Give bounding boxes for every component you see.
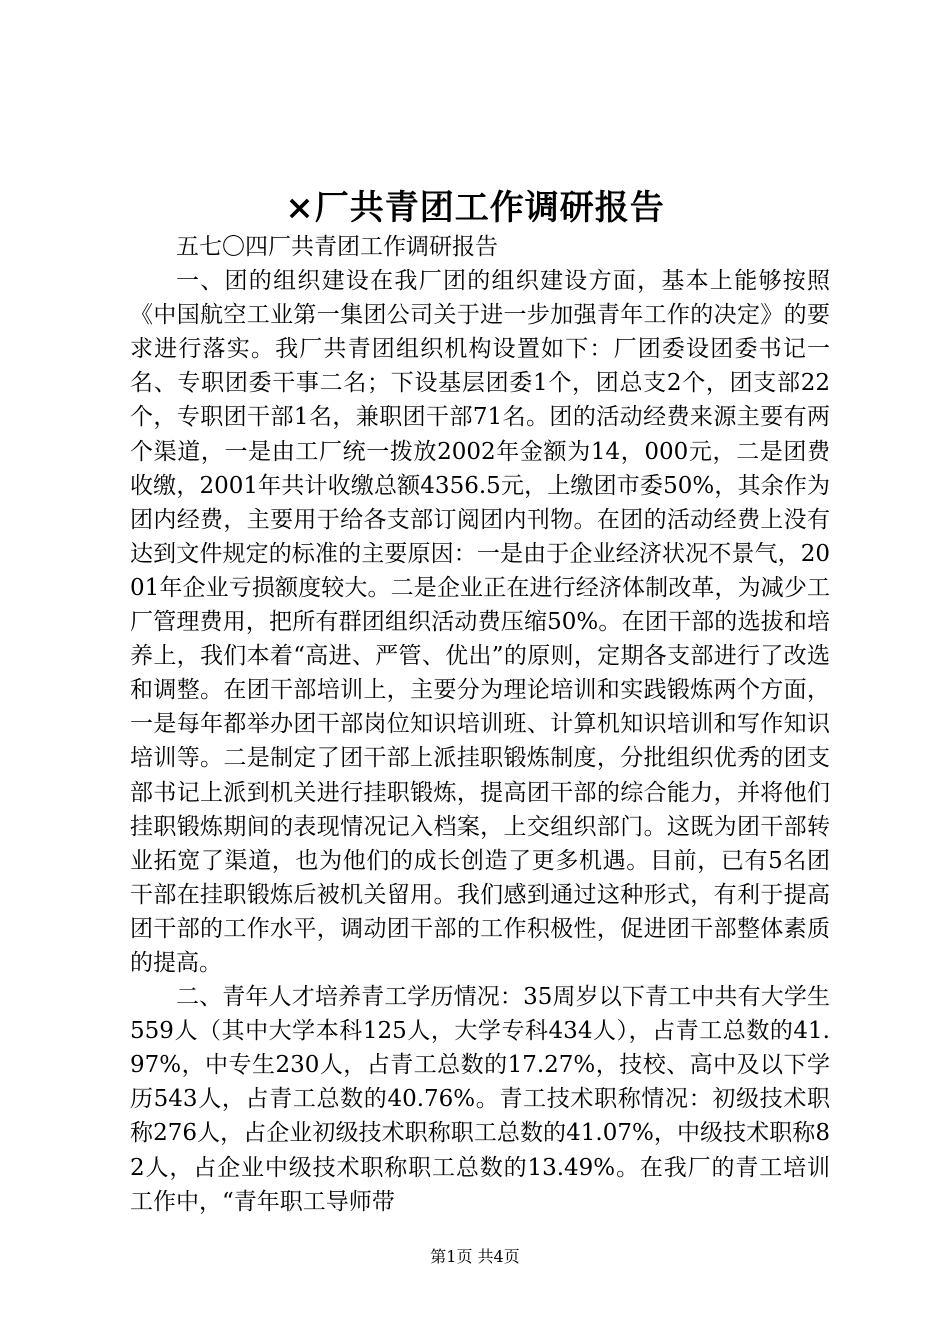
document-subtitle: 五七〇四厂共青团工作调研报告 (176, 234, 498, 260)
document-title: ×厂共青团工作调研报告 (285, 188, 665, 228)
page-number-footer: 第1页 共4页 (430, 1247, 520, 1266)
paragraph-organization: 一、团的组织建设在我厂团的组织建设方面，基本上能够按照《中国航空工业第一集团公司关于进一步加强青年工作的决定》的要求进行落实。我厂共青团组织机构设置如下：厂团委设团委书记一名、专职团委干事二名；下设基层团委1个，团总支2个，团支部22个，专职团干部1名，兼职团干部71名。团的活动经费来源主要有两个渠道，一是由工厂统一拨放2002年金额为14，000元，二是团费收缴，2001年共计收缴总额4356.5元，上缴团市委50%，其余作为团内经费，主要用于给各支部订阅团内刊物。在团的活动经费上没有达到文件规定的标准的主要原因：一是由于企业经济状况不景气，2001年企业亏损额度较大。二是企业正在进行经济体制改革，为减少工厂管理费用，把所有群团组织活动费压缩50%。在团干部的选拔和培养上，我们本着“高进、严管、优出”的原则，定期各支部进行了改选和调整。在团干部培训上，主要分为理论培训和实践锻炼两个方面，一是每年都举办团干部岗位知识培训班、计算机知识培训和写作知识培训等。二是制定了团干部上派挂职锻炼制度，分批组织优秀的团支部书记上派到机关进行挂职锻炼，提高团干部的综合能力，并将他们挂职锻炼期间的表现情况记入档案，上交组织部门。这既为团干部转业拓宽了渠道，也为他们的成长创造了更多机遇。目前，已有5名团干部在挂职锻炼后被机关留用。我们感到通过这种形式，有利于提高团干部的工作水平，调动团干部的工作积极性，促进团干部整体素质的提高。 (130, 268, 830, 976)
paragraph-talent: 二、青年人才培养青工学历情况：35周岁以下青工中共有大学生559人（其中大学本科125人，大学专科434人），占青工总数的41.97%，中专生230人，占青工总数的17.27%，技校、高中及以下学历543人，占青工总数的40.76%。青工技术职称情况：初级技术职称276人，占企业初级技术职称职工总数的41.07%，中级技术职称82人，占企业中级技术职称职工总数的13.49%。在我厂的青工培训工作中，“青年职工导师带 (130, 984, 830, 1215)
document-body (130, 230, 830, 1219)
